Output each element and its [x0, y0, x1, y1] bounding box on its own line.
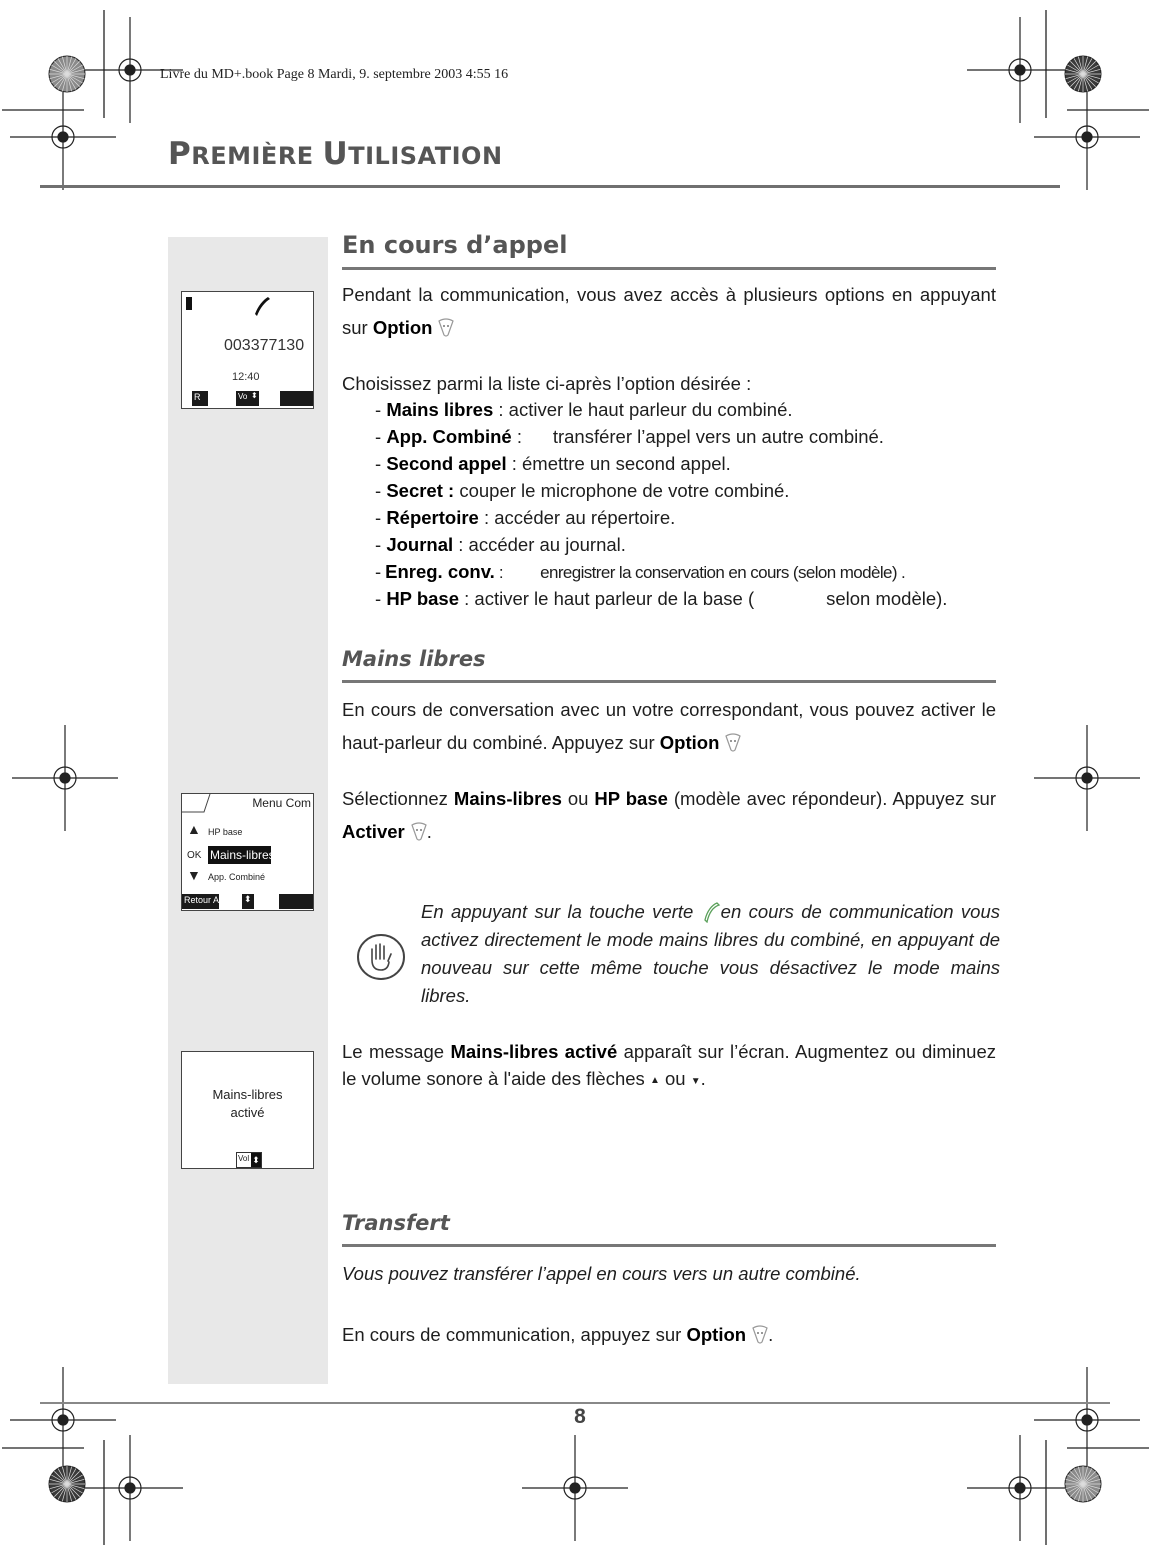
chapter-title-rest1: REMIÈRE [191, 142, 323, 170]
option-label: Second appel [386, 453, 507, 474]
green-key-icon [701, 901, 721, 923]
p2-text-d: (modèle avec répondeur). Appuyez sur [667, 788, 996, 809]
hands-free-note [421, 898, 1000, 1010]
menu-item-selected [208, 846, 275, 864]
hand-note-icon [355, 932, 407, 982]
p2-text-c: ou [561, 788, 595, 809]
list-item: - Second appel : émettre un second appel. [375, 453, 731, 474]
choose-text: Choisissez parmi la liste ci-après l’option désirée : [342, 373, 752, 394]
handset-icon [251, 294, 273, 318]
p3-text-or: ou [659, 1068, 691, 1089]
option-label: Répertoire [386, 507, 479, 528]
mains-libres-paragraph-1 [342, 693, 996, 759]
p1-option-bold: Option [659, 732, 720, 753]
note-text-after: en cours de communication vous activez directement le mode mains libres du combiné, en appuyant de nouveau sur cette même touche vous désactivez le mode mains libres. [421, 901, 1000, 1006]
up-down-arrows-icon: ⬍ [252, 1155, 260, 1165]
p3-bold-message: Mains-libres activé [450, 1041, 618, 1062]
p2-bold-hp-base: HP base [594, 788, 668, 809]
crosshair-mark [1034, 725, 1140, 831]
call-time: 12:40 [232, 371, 260, 383]
section-title-en-cours: En cours d’appel [342, 231, 568, 259]
list-item: - Secret : couper le microphone de votre combiné. [375, 480, 790, 501]
list-item: - Répertoire : accéder au répertoire. [375, 507, 676, 528]
option-desc: couper le microphone de votre combiné. [454, 480, 790, 501]
p2-bold-activer: Activer [342, 821, 405, 842]
battery-icon [186, 297, 192, 310]
list-item: - Journal : accéder au journal. [375, 534, 626, 555]
arrow-up-icon: ▲ [187, 821, 201, 837]
chapter-title [168, 136, 503, 172]
print-header: Livre du MD+.book Page 8 Mardi, 9. septembre 2003 4:55 16 [160, 67, 509, 82]
handsfree-line1: Mains-libres [212, 1087, 283, 1102]
option-desc: : enregistrer la conservation en cours (selon modèle) . [494, 563, 906, 582]
page-number: 8 [574, 1405, 586, 1428]
color-rosette-mark [49, 1466, 85, 1502]
softkey-left [182, 894, 219, 909]
option-desc: : émettre un second appel. [506, 453, 731, 474]
ok-label: OK [187, 850, 202, 861]
transfert-paragraph-1: Vous pouvez transférer l’appel en cours vers un autre combiné. [342, 1263, 861, 1284]
transfert-paragraph-2 [342, 1318, 996, 1351]
intro-paragraph [342, 278, 996, 344]
arrow-up-icon: ▲ [649, 1075, 660, 1086]
volume-label: Vol [238, 1154, 250, 1163]
menu-header: Menu Com [252, 796, 311, 810]
option-desc: : accéder au journal. [453, 534, 626, 555]
list-item: - Enreg. conv. : enregistrer la conservation en cours (selon modèle) . [375, 561, 906, 582]
intro-text: Pendant la communication, vous avez accès à plusieurs options en appuyant sur [342, 284, 996, 338]
chapter-title-cap1: P [168, 136, 192, 172]
softkey-left [192, 391, 208, 406]
call-number: 003377130 [224, 337, 305, 354]
menu-item-selected-label: Mains-libres [210, 848, 275, 862]
crosshair-mark [12, 725, 118, 831]
transfert-p2-text: En cours de communication, appuyez sur [342, 1324, 687, 1345]
p3-text-c: apparaît sur l’écran. Augmentez ou diminuez le volume sonore à l'aide des flèches [342, 1041, 996, 1089]
note-text-before: En appuyant sur la touche verte [421, 901, 701, 922]
p3-text-a: Le message [342, 1041, 451, 1062]
mains-libres-paragraph-2 [342, 782, 996, 848]
color-rosette-mark [49, 56, 85, 92]
arrow-down-icon: ▼ [187, 867, 201, 883]
chapter-rule [40, 185, 1060, 188]
option-label: App. Combiné [386, 426, 512, 447]
intro-option-bold: Option [372, 317, 433, 338]
option-desc: : activer le haut parleur de la base ( selon modèle). [459, 588, 948, 609]
softkey-right [280, 391, 313, 406]
crosshair-mark [77, 1435, 183, 1541]
p1-text: En cours de conversation avec un votre correspondant, vous pouvez activer le haut-parleur du combiné. Appuyez sur [342, 699, 996, 753]
transfert-p2-option-bold: Option [686, 1324, 747, 1345]
transfert-p2-end: . [768, 1324, 774, 1345]
softkey-icon [752, 1325, 768, 1344]
softkey-left-label: R [194, 392, 201, 402]
softkey-mid [236, 391, 259, 406]
color-rosette-mark [1065, 56, 1101, 92]
up-down-arrows-icon: ⬍ [244, 894, 252, 904]
menu-item-up: HP base [208, 827, 243, 837]
footer-rule [40, 1402, 1110, 1404]
section-rule [342, 680, 996, 683]
softkey-right [279, 894, 313, 909]
softkey-icon [438, 318, 454, 337]
chapter-title-cap2: U [322, 136, 349, 172]
list-item: - Mains libres : activer le haut parleur du combiné. [375, 399, 793, 420]
softkey-icon [411, 822, 427, 841]
option-label: HP base [386, 588, 459, 609]
chapter-title-rest2: TILISATION [348, 142, 503, 170]
softkey-left-label: Retour A [184, 895, 220, 905]
phone-screen-handsfree [181, 1051, 314, 1169]
list-item: - App. Combiné : transférer l’appel vers un autre combiné. [375, 426, 884, 447]
volume-indicator [236, 1152, 262, 1168]
option-desc: : transférer l’appel vers un autre combiné. [511, 426, 884, 447]
section-rule [342, 267, 996, 270]
crosshair-mark [1034, 84, 1140, 190]
phone-screen-call [181, 291, 314, 409]
crosshair-mark [10, 84, 116, 190]
option-label: Mains libres [386, 399, 494, 420]
p2-bold-mains-libres: Mains-libres [453, 788, 562, 809]
softkey-mid-label: Vo [238, 392, 248, 401]
p2-text-e: . [426, 821, 432, 842]
crosshair-mark [10, 1367, 116, 1473]
handsfree-line2: activé [230, 1105, 265, 1120]
crosshair-mark [522, 1435, 628, 1541]
section-rule [342, 1244, 996, 1247]
option-label: Journal [386, 534, 454, 555]
section-title-transfert: Transfert [342, 1211, 450, 1235]
option-list [375, 396, 947, 612]
up-down-arrows-icon: ⬍ [251, 391, 258, 400]
option-desc: : activer le haut parleur du combiné. [493, 399, 793, 420]
p2-text-a: Sélectionnez [342, 788, 454, 809]
mains-libres-paragraph-3 [342, 1038, 996, 1095]
color-rosette-mark [1065, 1466, 1101, 1502]
arrow-down-icon: ▼ [690, 1076, 701, 1087]
crosshair-mark [967, 1435, 1073, 1541]
section-title-mains-libres: Mains libres [342, 647, 486, 671]
crosshair-mark [1034, 1367, 1140, 1473]
crosshair-mark [967, 17, 1073, 123]
list-item: - HP base : activer le haut parleur de la base ( selon modèle). [375, 588, 948, 609]
menu-item-down: App. Combiné [208, 872, 266, 882]
softkey-icon [725, 733, 741, 752]
option-label: Secret : [386, 480, 455, 501]
softkey-mid [242, 894, 254, 909]
p3-text-end: . [700, 1068, 706, 1089]
option-label: Enreg. conv. [385, 561, 495, 582]
option-desc: : accéder au répertoire. [478, 507, 676, 528]
phone-screen-menu [181, 793, 314, 911]
